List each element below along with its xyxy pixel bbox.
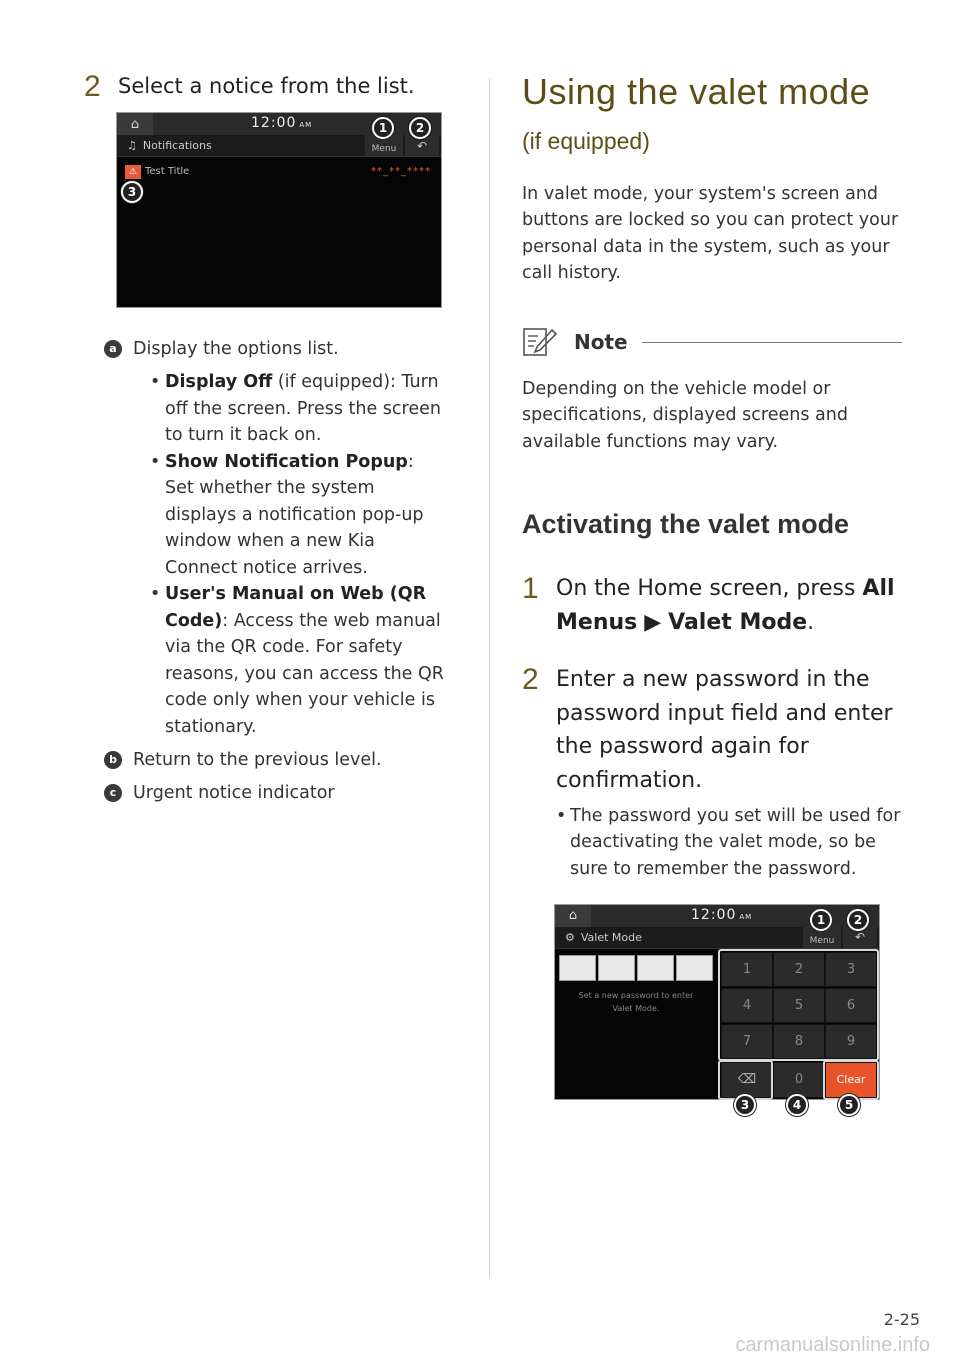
sub-item-display-off: • Display Off (if equipped): Turn off the screen. Press the screen to turn it back on. (150, 372, 441, 445)
callout-1: 1 (810, 909, 832, 931)
password-digit-2 (598, 955, 635, 981)
section-heading: Activating the valet mode (522, 509, 850, 540)
note-rule (642, 342, 902, 343)
keypad-highlight (718, 949, 879, 1061)
step-number: 2 (84, 70, 101, 103)
legend-item-b (84, 747, 446, 773)
legend-item-a (84, 336, 446, 362)
home-icon: ⌂ (555, 905, 591, 927)
callout-1: 1 (372, 117, 394, 139)
options-sub-list (144, 369, 446, 740)
callout-3: 3 (734, 1094, 756, 1116)
sub-item-notification-popup: • Show Notification Popup: Set whether the system displays a notification pop-up window when a new Kia Connect notice arrives. (150, 451, 424, 578)
notifications-screenshot (116, 112, 442, 308)
key-2[interactable]: 2 (773, 952, 825, 987)
right-column (522, 70, 902, 1128)
title-bar (117, 135, 441, 157)
notification-date: **_**_**** (371, 166, 431, 177)
callout-5: 5 (838, 1094, 860, 1116)
left-column (84, 70, 446, 813)
valet-mode-screenshot (554, 904, 880, 1100)
step-text: Select a notice from the list. (118, 74, 415, 98)
bell-icon: ♫ (127, 139, 137, 152)
bullet-text: The password you set will be used for deactivating the valet mode, so be sure to remember the password. (570, 806, 901, 879)
key-6[interactable]: 6 (825, 988, 877, 1023)
back-arrow-icon[interactable]: ↶ (843, 927, 877, 948)
notification-title: Test Title (145, 166, 190, 177)
legend-badge: c (104, 784, 122, 802)
key-1[interactable]: 1 (721, 952, 773, 987)
step-number: 2 (522, 663, 539, 697)
intro-paragraph: In valet mode, your system's screen and buttons are locked so you can protect your personal data in the system, such as your call history. (522, 184, 899, 283)
step-2-right (522, 663, 902, 797)
note-header (522, 326, 902, 358)
step-number: 1 (522, 572, 539, 606)
note-label: Note (574, 330, 628, 355)
column-divider (489, 78, 490, 1278)
back-arrow-icon[interactable]: ↶ (405, 135, 439, 156)
home-icon: ⌂ (117, 113, 153, 135)
screen-title: ⚙ Valet Mode (565, 930, 642, 944)
key-9[interactable]: 9 (825, 1024, 877, 1059)
step-1-right (522, 572, 902, 639)
key-0[interactable]: 0 (773, 1062, 825, 1098)
callout-3: 3 (121, 181, 143, 203)
notification-row[interactable] (117, 163, 441, 183)
legend-badge: a (104, 340, 122, 358)
step-text: Enter a new password in the password input field and enter the password again for confirmation. (556, 667, 893, 793)
password-digit-3 (637, 955, 674, 981)
screen-title: ♫ Notifications (127, 139, 212, 152)
step-text: On the Home screen, press All Menus ▶ Valet Mode. (556, 576, 895, 635)
key-7[interactable]: 7 (721, 1024, 773, 1059)
note-text: Depending on the vehicle model or specifications, displayed screens and available functions may vary. (522, 379, 848, 452)
legend (84, 336, 446, 806)
key-3[interactable]: 3 (825, 952, 877, 987)
key-4[interactable]: 4 (721, 988, 773, 1023)
password-bullet: • The password you set will be used for deactivating the valet mode, so be sure to remember the password. (556, 803, 902, 882)
password-digit-1 (559, 955, 596, 981)
key-8[interactable]: 8 (773, 1024, 825, 1059)
bottom-callouts (554, 1097, 902, 1128)
menu-button[interactable]: Menu (803, 927, 841, 948)
page-subtitle: (if equipped) (522, 128, 650, 154)
note-pencil-icon (522, 326, 558, 358)
callout-2: 2 (409, 117, 431, 139)
legend-text: Urgent notice indicator (133, 783, 335, 803)
step-2-left (84, 70, 446, 104)
urgent-icon: ⚠ (125, 165, 141, 179)
key-5[interactable]: 5 (773, 988, 825, 1023)
legend-text: Return to the previous level. (133, 750, 382, 770)
sub-item-web-manual: • User's Manual on Web (QR Code): Access the web manual via the QR code. For safety reasons, you can access the QR code only when your vehicle is stationary. (150, 584, 444, 737)
clock: 12:00 AM (251, 115, 313, 131)
callout-2: 2 (847, 909, 869, 931)
legend-text: Display the options list. (133, 339, 339, 359)
clear-button[interactable]: Clear (825, 1062, 877, 1098)
backspace-icon[interactable]: ⌫ (721, 1062, 773, 1098)
page-title: Using the valet mode (522, 71, 871, 112)
page-number: 2-25 (883, 1310, 920, 1329)
password-hint: Set a new password to enter Valet Mode. (578, 990, 694, 1013)
gear-icon: ⚙ (565, 930, 575, 944)
legend-badge: b (104, 751, 122, 769)
title-bar (555, 927, 879, 949)
watermark: carmanualsonline.info (735, 1334, 930, 1356)
clock: 12:00 AM (691, 906, 753, 923)
legend-item-c (84, 780, 446, 806)
password-digit-4 (676, 955, 713, 981)
callout-4: 4 (786, 1094, 808, 1116)
menu-button[interactable]: Menu (365, 135, 403, 156)
